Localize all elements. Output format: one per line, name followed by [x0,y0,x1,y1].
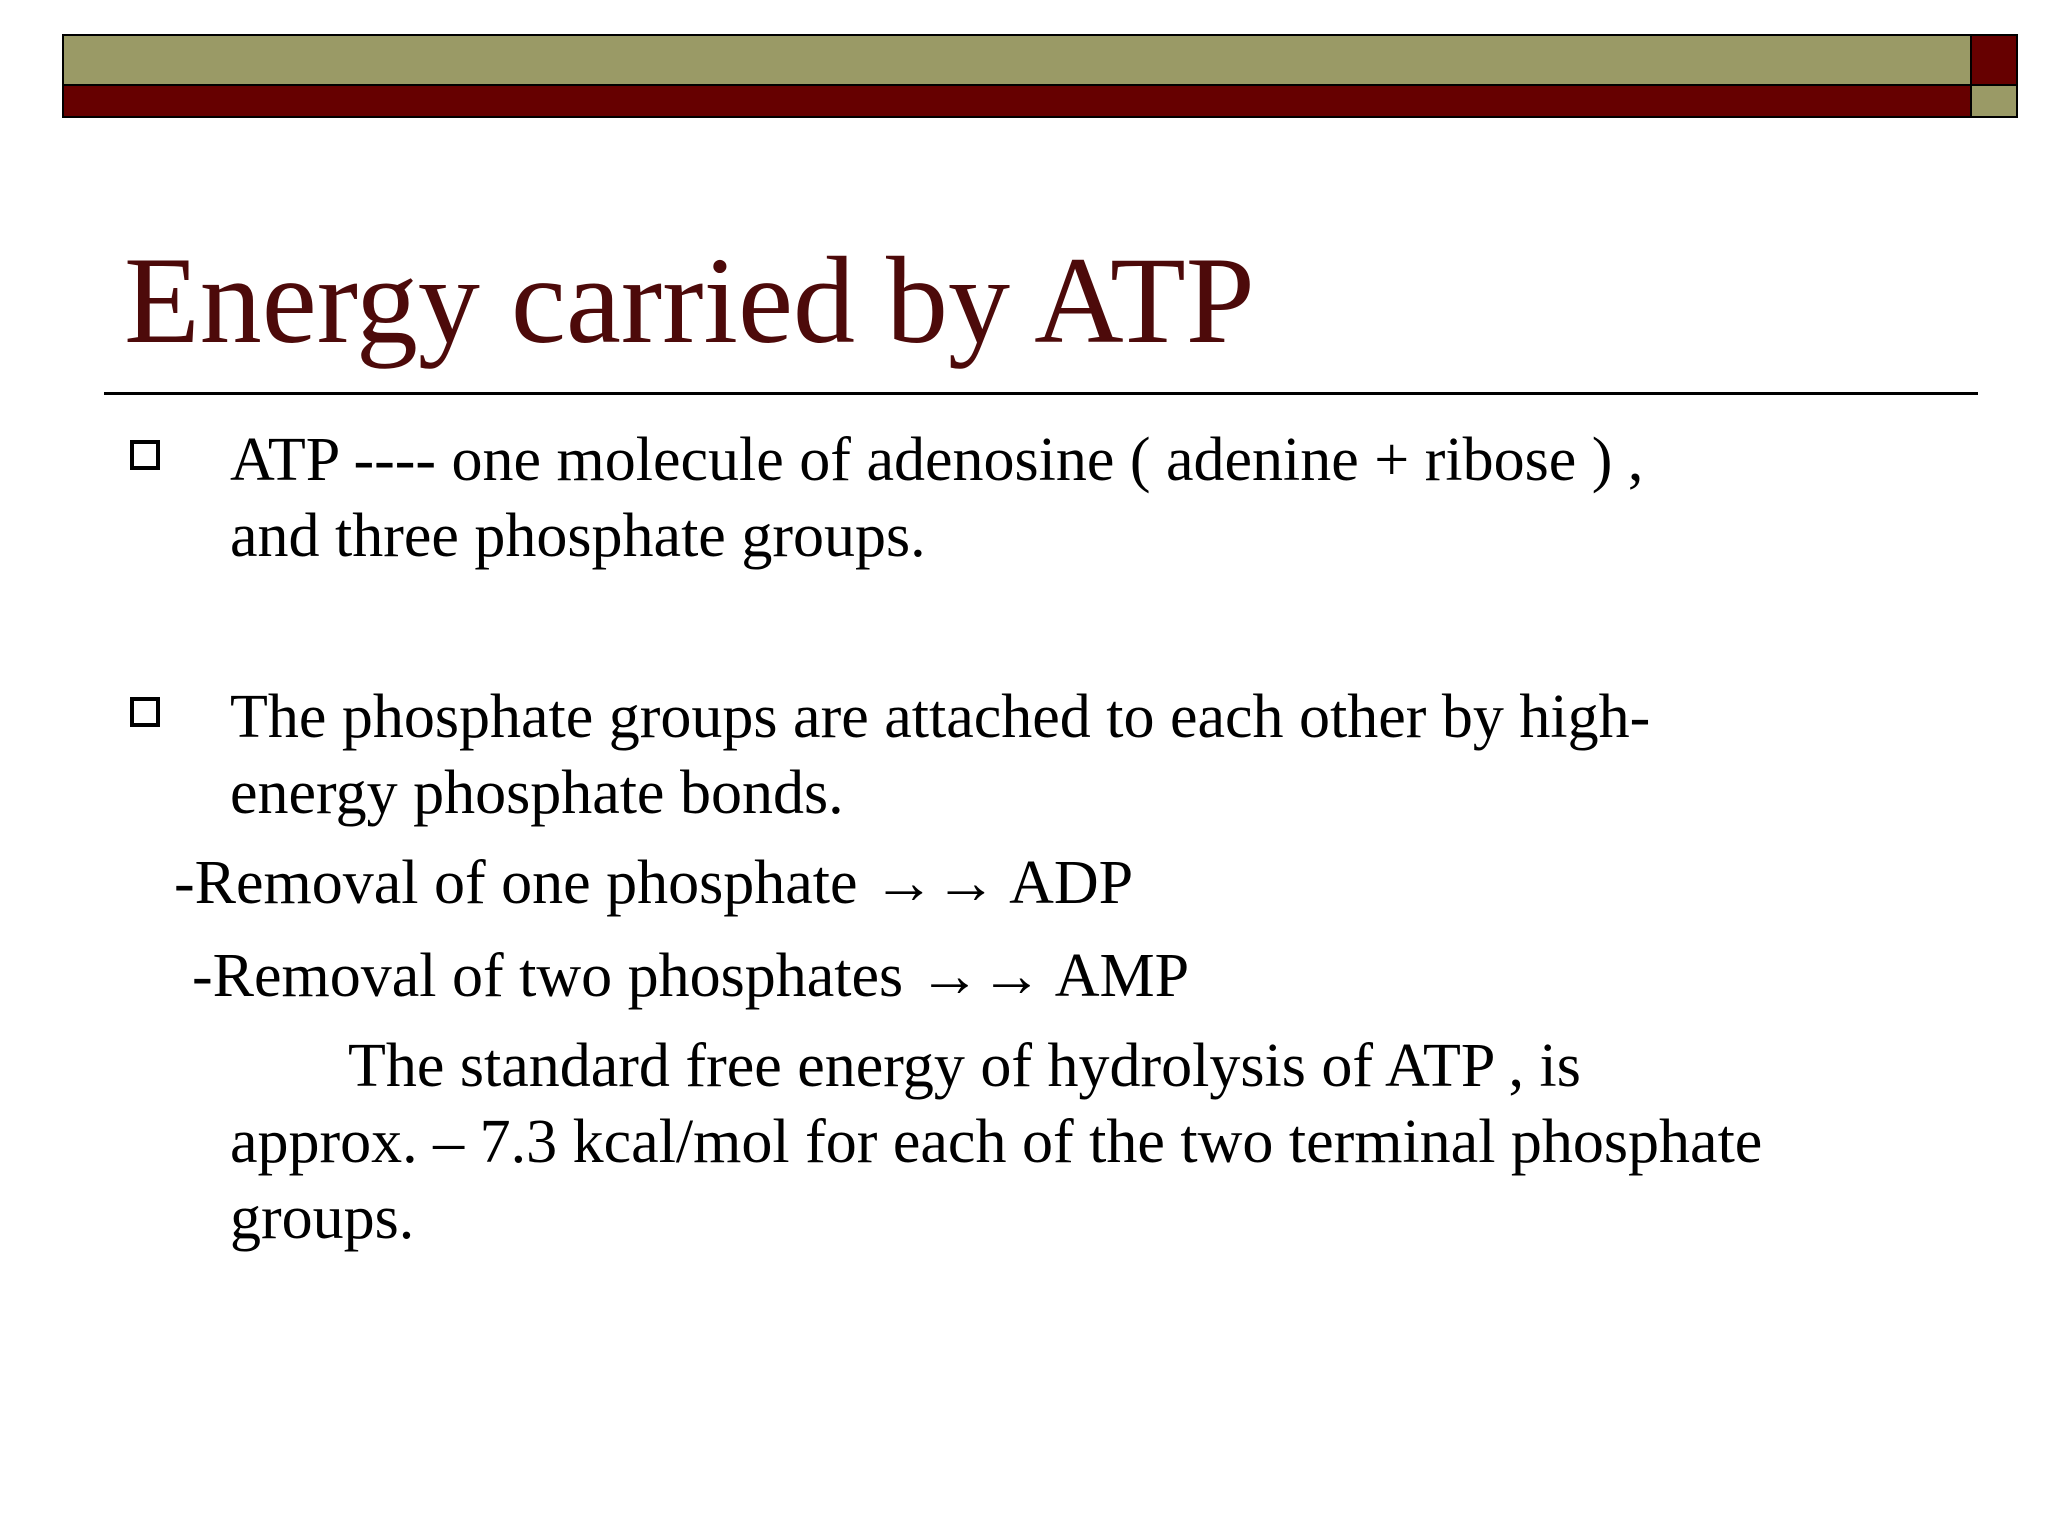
header-band-maroon [62,84,1972,118]
bullet-line: and three phosphate groups. [230,502,926,570]
hydrolysis-energy-note [230,1028,1762,1256]
bullet-line: ATP ---- one molecule of adenosine ( adenine + ribose ) , [230,426,1644,494]
slide-title: Energy carried by ATP [124,232,1255,369]
title-underline [104,392,1978,395]
header-corner-square-bottom [1970,84,2018,118]
header-band-olive [62,34,1972,86]
sub-item-adp: -Removal of one phosphate →→ ADP [174,849,1134,917]
header-corner-square-top [1970,34,2018,86]
hollow-square-icon [130,440,160,470]
note-line: The standard free energy of hydrolysis of ATP , is [348,1032,1581,1100]
sub-item-amp: -Removal of two phosphates →→ AMP [192,942,1190,1010]
bullet-item-atp-structure [230,422,1643,574]
note-line: groups. [230,1184,415,1252]
note-line: approx. – 7.3 kcal/mol for each of the two terminal phosphate [230,1108,1763,1176]
hollow-square-icon [130,697,160,727]
bullet-item-phosphate-bonds [230,679,1650,831]
bullet-line: energy phosphate bonds. [230,759,844,827]
bullet-line: The phosphate groups are attached to each other by high- [230,683,1651,751]
